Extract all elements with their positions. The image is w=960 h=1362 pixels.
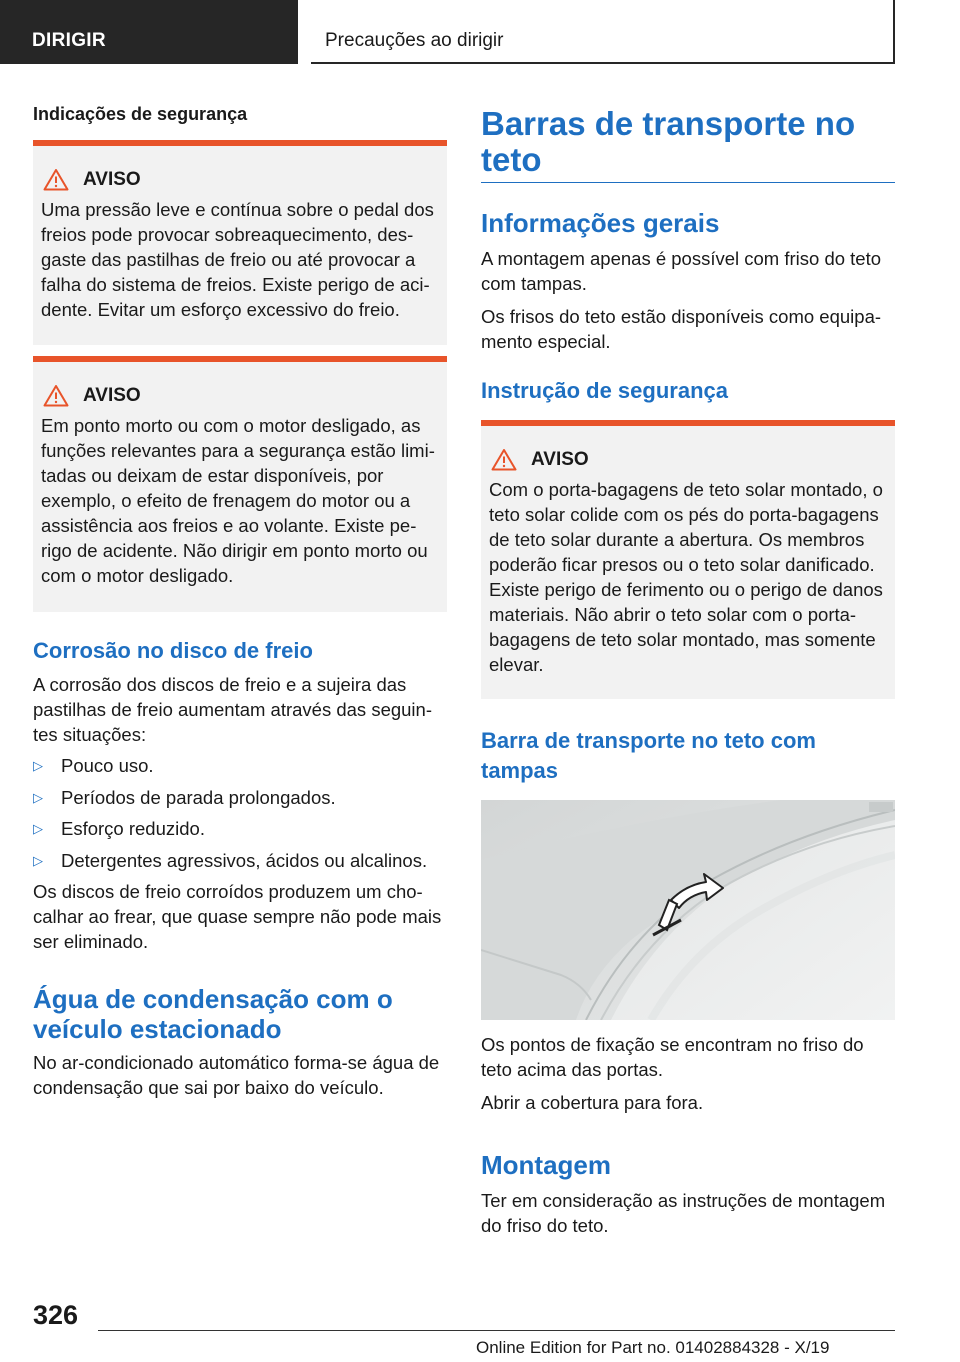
general-info-p1: A montagem apenas é possível com friso do teto com tampas. [481,248,882,294]
corrosion-heading: Corrosão no disco de freio [33,638,313,663]
general-info-body [481,246,895,354]
warning-title: AVISO [531,448,589,470]
mounting-text: Ter em consideração as instruções de montagem do friso do teto. [481,1190,886,1236]
roof-bar-caps-p1: Os pontos de fixação se encontram no friso do teto acima das portas. [481,1034,864,1080]
header-chapter-label: Precauções ao dirigir [325,30,504,51]
warning-box-brake [33,140,447,345]
header-section-tab [0,0,298,64]
triangle-bullet-icon: ▷ [33,789,43,805]
warning-text: Uma pressão leve e contínua sobre o pedal dos freios pode provocar sobreaquecimento, desgaste das pastilhas de freio ou até provocar a falha do sistema de freios. Existe perigo de acidente. Evitar um esforço excessivo do freio. [41,199,434,320]
header-chapter-tab [311,0,895,64]
footer-edition: Online Edition for Part no. 01402884328 - X/19 [476,1338,830,1357]
warning-box-sunroof [481,420,895,699]
warning-box-neutral [33,356,447,612]
footer-divider [98,1330,895,1331]
mounting-heading: Montagem [481,1150,611,1180]
list-item: ▷ Esforço reduzido. [33,818,205,839]
triangle-bullet-icon: ▷ [33,852,43,868]
corrosion-body [33,672,447,954]
general-info-heading: Informações gerais [481,208,720,238]
title-divider [481,182,895,183]
warning-title: AVISO [83,168,141,190]
condensation-text: No ar-condicionado automático forma-se água de condensação que sai por baixo do veículo. [33,1052,440,1098]
header-section-label: DIRIGIR [32,30,106,51]
roof-rail-photo [481,800,895,1020]
triangle-bullet-icon: ▷ [33,821,43,836]
mounting-body [481,1188,895,1238]
triangle-bullet-icon: ▷ [33,758,43,773]
general-info-p2: Os frisos do teto estão disponíveis como equipamento especial. [481,306,882,352]
safety-instruction-heading: Instrução de segurança [481,378,728,403]
roof-bar-caps-heading: Barra de transporte no teto com tampas [481,728,816,783]
page-number: 326 [33,1300,79,1330]
warning-title: AVISO [83,384,141,406]
roof-bar-caps-p2: Abrir a cobertura para fora. [481,1092,704,1113]
corrosion-intro: A corrosão dos discos de freio e a sujeira das pastilhas de freio aumentam através das seguintes situações: [33,674,433,745]
list-item: ▷ Detergentes agressivos, ácidos ou alcalinos. [33,849,428,871]
condensation-heading: Água de condensação com o veículo estacionado [33,984,393,1044]
page-title: Barras de transporte no teto [481,105,856,178]
safety-heading: Indicações de segurança [33,104,248,124]
warning-text: Em ponto morto ou com o motor desligado, as funções relevantes para a segurança estão limitadas ou deixam de estar disponíveis, por exemplo, o efeito de frenagem do motor ou a assistência aos freios e ao volante. Existe perigo de acidente. Não dirigir em ponto morto ou com o motor desligado. [41,415,435,586]
warning-triangle-icon [43,384,69,407]
list-item: ▷ Pouco uso. [33,755,154,776]
roof-bar-caps-body [481,1032,895,1115]
condensation-body [33,1050,447,1100]
corrosion-outro: Os discos de freio corroídos produzem um chocalhar ao frear, que quase sempre não pode mais ser eliminado. [33,881,442,952]
warning-triangle-icon [43,168,69,191]
list-item: ▷ Períodos de parada prolongados. [33,786,336,808]
corrosion-list [33,753,447,873]
warning-triangle-icon [491,448,517,471]
warning-text: Com o porta-bagagens de teto solar montado, o teto solar colide com os pés do porta-bagagens de teto solar durante a abertura. Os membros poderão ficar presos ou o teto solar danificado. Existe perigo de ferimento ou o perigo de danos materiais. Não abrir o teto solar com o porta-bagagens de teto solar montado, mas somente elevar. [489,479,883,675]
roof-rail-illustration [481,800,895,1020]
